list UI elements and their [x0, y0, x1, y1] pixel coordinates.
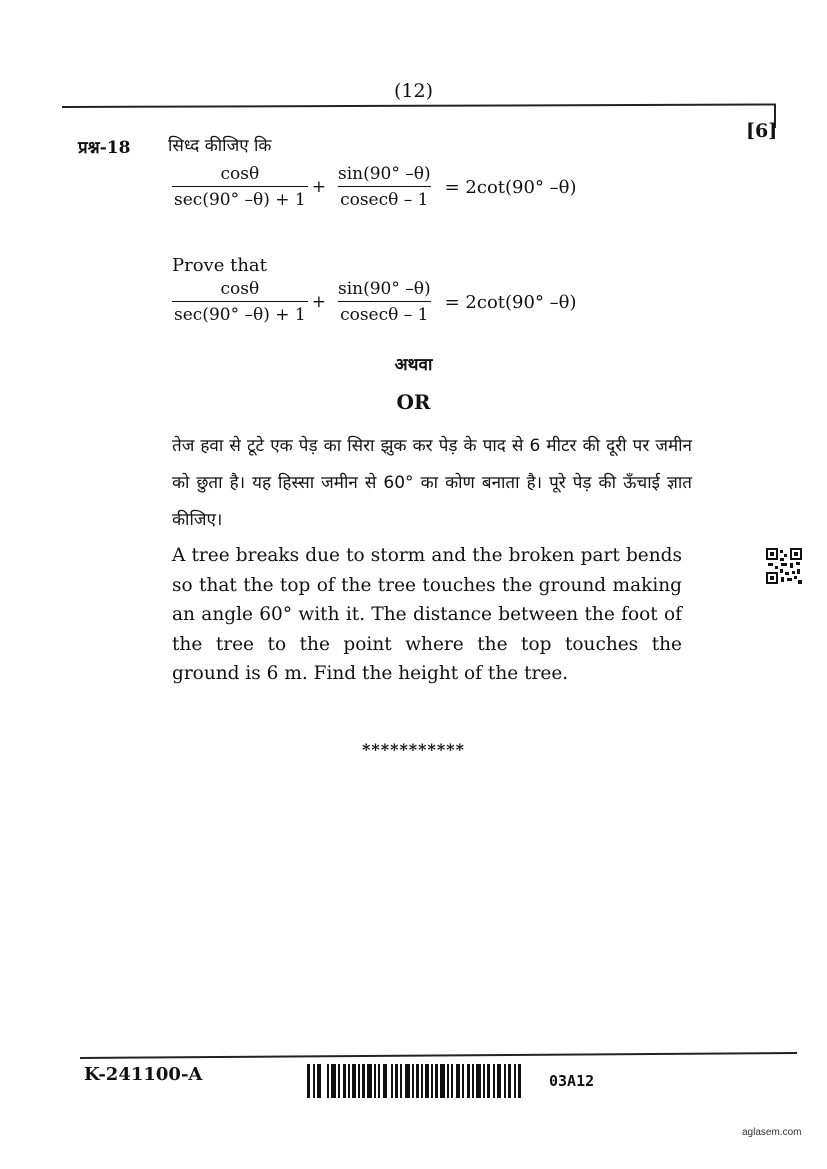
alternate-question-hindi: तेज हवा से टूटे एक पेड़ का सिरा झुक कर पेड़ के पाद से 6 मीटर की दूरी पर जमीन को छुता है। यह हिस्सा जमीन से 60° का कोण बनाता है। पूरे पेड़ की ऊँचाई ज्ञात कीजिए। — [172, 436, 692, 530]
paper-code: K-241100-A — [84, 1064, 203, 1085]
fraction-1-numerator: cosθ — [220, 279, 260, 299]
qr-code-icon — [766, 548, 802, 584]
end-marker: *********** — [361, 740, 466, 759]
equation-rhs: = 2cot(90° –θ) — [444, 176, 577, 198]
or-hindi: अथवा — [394, 355, 433, 375]
fraction-1-denominator: sec(90° –θ) + 1 — [172, 301, 308, 325]
instruction-hindi: सिध्द कीजिए कि — [168, 136, 272, 156]
fraction-1-denominator: sec(90° –θ) + 1 — [172, 186, 308, 210]
plus-sign: + — [311, 177, 326, 197]
instruction-english: Prove that — [172, 255, 267, 276]
plus-sign: + — [311, 292, 326, 312]
question-label: प्रश्न-18 — [78, 138, 131, 158]
fraction-2 — [330, 164, 439, 210]
top-divider — [62, 104, 776, 108]
fraction-1 — [172, 279, 308, 325]
barcode-number: 03A12 — [549, 1072, 595, 1090]
alternate-question-english: A tree breaks due to storm and the broken part bends so that the top of the tree touches the ground making an angle 60° with it. The distance between the foot of the tree to the point where the top touches the ground is 6 m. Find the height of the tree. — [172, 545, 682, 684]
fraction-1 — [172, 164, 308, 210]
question-marks: [6] — [746, 120, 778, 142]
or-english: OR — [396, 390, 431, 414]
fraction-2-numerator: sin(90° –θ) — [337, 279, 431, 299]
barcode-icon — [307, 1064, 521, 1098]
fraction-2 — [330, 279, 439, 325]
watermark: aglasem.com — [742, 1127, 802, 1138]
bottom-divider — [80, 1052, 797, 1059]
fraction-2-denominator: cosecθ – 1 — [338, 301, 430, 325]
equation-hindi — [172, 164, 577, 210]
equation-english — [172, 279, 577, 325]
equation-rhs: = 2cot(90° –θ) — [444, 291, 577, 313]
fraction-2-denominator: cosecθ – 1 — [338, 186, 430, 210]
fraction-1-numerator: cosθ — [220, 164, 260, 184]
fraction-2-numerator: sin(90° –θ) — [337, 164, 431, 184]
page-number: (12) — [393, 80, 433, 102]
